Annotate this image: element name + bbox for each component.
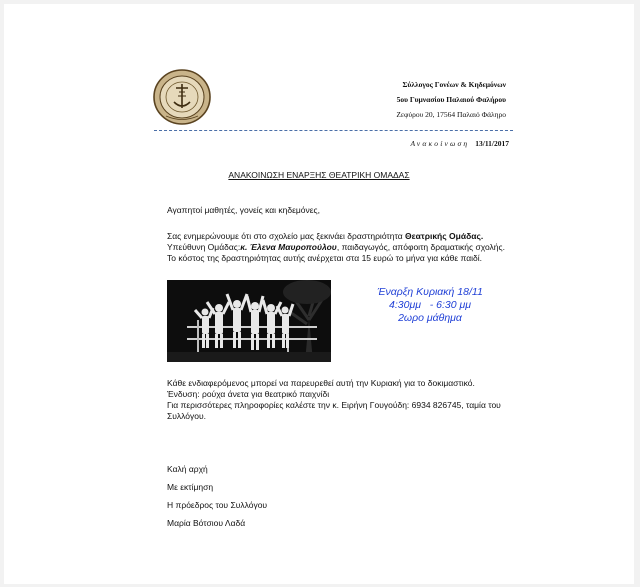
event-start: Έναρξη Κυριακή 18/11 (377, 286, 483, 298)
organization-header (396, 77, 506, 122)
org-name: Σύλλογος Γονέων & Κηδεμόνων (402, 80, 506, 89)
signoff-role: Η πρόεδρος του Συλλόγου (167, 500, 268, 510)
info-line-3: Για περισσότερες πληροφορίες καλέστε την κ. Ειρήνη Γουγούδη: 6934 826745, ταμία του (167, 400, 501, 410)
intro-line-2 (167, 242, 505, 253)
info-line-4: Συλλόγου. (167, 411, 206, 421)
supervisor-label: Υπεύθυνη Ομάδας: (167, 242, 241, 252)
signoff-regards: Με εκτίμηση (167, 482, 214, 492)
intro-line-1-text: Σας ενημερώνουμε ότι στο σχολείο μας ξεκινάει δραστηριότητα (167, 231, 406, 241)
announcement-label: Ανακοίνωση (410, 139, 470, 148)
info-line-1: Κάθε ενδιαφερόμενος μπορεί να παρευρεθεί αυτή την Κυριακή για το δοκιμαστικό. (167, 378, 475, 388)
signoff-wish: Καλή αρχή (167, 464, 208, 474)
intro-paragraph (167, 231, 505, 264)
info-paragraph (167, 378, 501, 422)
greeting: Αγαπητοί μαθητές, γονείς και κηδεμόνες, (167, 205, 321, 215)
supervisor-name: κ. Έλενα Μαυροπούλου (240, 242, 337, 252)
activity-name: Θεατρικής Ομάδας. (405, 231, 484, 241)
announcement-date-line (410, 139, 509, 148)
supervisor-details: , παιδαγωγός, απόφοιτη δραματικής σχολής. (336, 242, 505, 252)
header-divider (154, 130, 513, 131)
document-title: ΑΝΑΚΟΙΝΩΣΗ ΕΝΑΡΞΗΣ ΘΕΑΤΡΙΚΗ ΟΜΑΔΑΣ (228, 170, 410, 180)
event-duration: 2ωρο μάθημα (398, 312, 462, 324)
signoff-name: Μαρία Βότσιου Λαδά (167, 518, 246, 528)
association-seal-icon (152, 68, 212, 126)
event-details (350, 286, 510, 325)
announcement-date: 13/11/2017 (475, 139, 509, 148)
intro-line-1 (167, 231, 505, 242)
org-address: Ζεφύρου 20, 17564 Παλαιό Φάληρο (396, 110, 506, 119)
children-silhouettes-illustration (167, 280, 331, 362)
event-time: 4:30μμ - 6:30 μμ (389, 299, 471, 311)
info-line-2: Ένδυση: ρούχα άνετα για θεατρικό παιχνίδι (167, 389, 330, 399)
document-page (4, 4, 634, 584)
intro-line-3: Το κόστος της δραστηριότητας αυτής ανέρχεται στα 15 ευρώ το μήνα για κάθε παιδί. (167, 253, 483, 263)
school-name: 5ου Γυμνασίου Παλαιού Φαλήρου (396, 95, 506, 104)
